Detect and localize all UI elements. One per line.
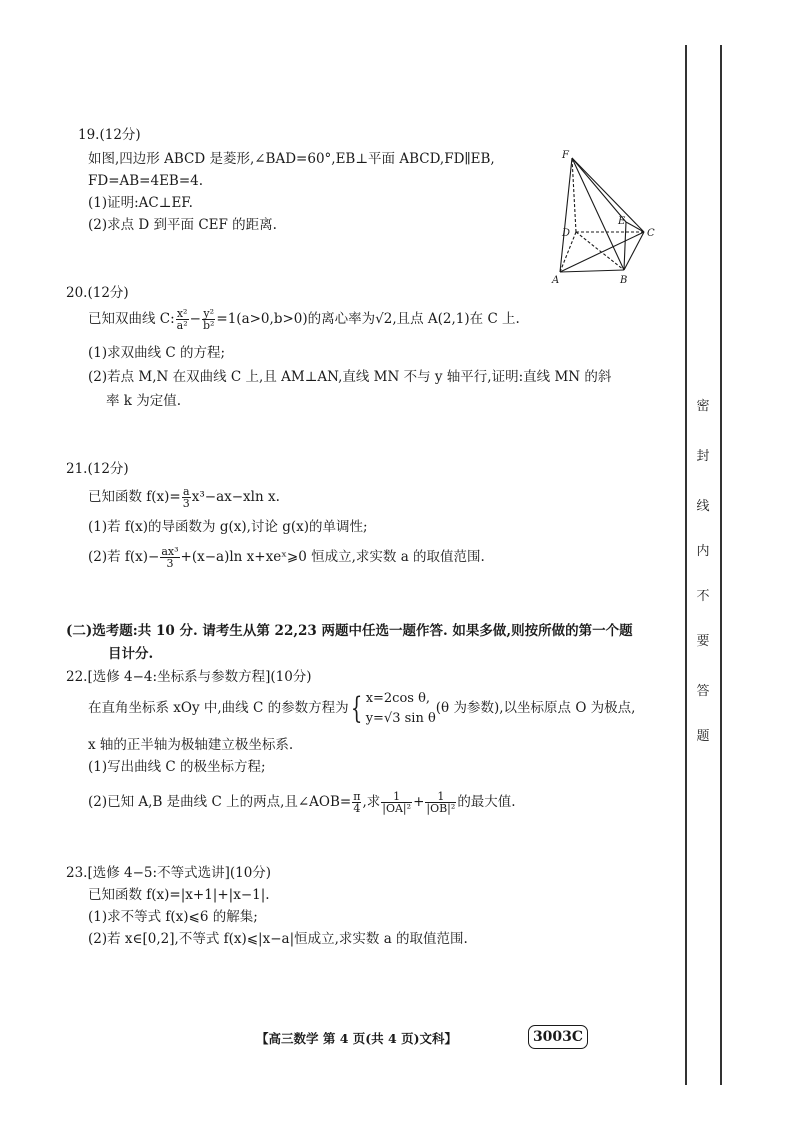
edge-DF xyxy=(572,158,576,232)
binding-line-right xyxy=(720,45,722,1085)
q23-part1: (1)求不等式 f(x)⩽6 的解集; xyxy=(88,909,258,925)
side-char-6: 要 xyxy=(696,634,710,649)
q22-part2c: 的最大值. xyxy=(457,794,516,810)
q21-part2 xyxy=(88,542,485,572)
section2-line1: (二)选考题:共 10 分. 请考生从第 22,23 两题中任选一题作答. 如果多做,则按所做的第一个题 xyxy=(66,623,633,639)
q23-line1: 已知函数 f(x)=|x+1|+|x−1|. xyxy=(88,887,270,903)
label-F: F xyxy=(562,150,569,161)
label-A: A xyxy=(552,275,560,286)
q21-frac2: $\frac{\text{ax³}}{3}$ xyxy=(161,545,179,570)
q21-head: 21.(12分) xyxy=(66,461,129,477)
edge-FA xyxy=(560,158,572,272)
label-D: D xyxy=(562,228,571,239)
side-char-4: 内 xyxy=(696,544,710,559)
side-char-3: 线 xyxy=(696,499,710,514)
edge-FE xyxy=(572,158,626,222)
q21-part1: (1)若 f(x)的导函数为 g(x),讨论 g(x)的单调性; xyxy=(88,519,368,535)
q22-part1: (1)写出曲线 C 的极坐标方程; xyxy=(88,759,266,775)
q19-part1: (1)证明:AC⊥EF. xyxy=(88,195,193,211)
q22-frac-pi: $\frac{\pi}{4}$ xyxy=(353,790,361,815)
q21-part2a: (2)若 f(x)− xyxy=(88,549,160,565)
q20-line1a: 已知双曲线 C: xyxy=(88,311,175,327)
q20-part1: (1)求双曲线 C 的方程; xyxy=(88,345,226,361)
q20-frac-x: $\frac{\text{x²}}{\text{a²}}$ xyxy=(176,307,188,332)
q22-line1a: 在直角坐标系 xOy 中,曲线 C 的参数方程为 xyxy=(88,700,349,716)
q21-line1b: x³−ax−xln x. xyxy=(191,489,280,505)
side-char-1: 密 xyxy=(696,399,710,414)
q22-line1b: (θ 为参数),以坐标原点 O 为极点, xyxy=(435,700,636,716)
q22-head: 22.[选修 4−4:坐标系与参数方程](10分) xyxy=(66,669,312,685)
q20-line1: 已知双曲线 C: $\frac{\text{x²}}{\text{a²}}$ − $\frac{\text{y²}}{\text{b²}}$ =1(a>0,b>0)的离心率为√2,且点 A(2,1)在 C 上. xyxy=(88,307,520,332)
q22-line2: x 轴的正半轴为极轴建立极坐标系. xyxy=(88,737,294,753)
edge-EB xyxy=(624,222,626,270)
binding-line-left xyxy=(685,45,687,1085)
q21-line1a: 已知函数 f(x)= xyxy=(88,489,181,505)
q22-frac-oa: $\frac{1}{\text{|OA|²}}$ xyxy=(382,790,412,815)
side-char-5: 不 xyxy=(696,589,710,604)
q22-frac-ob: $\frac{1}{\text{|OB|²}}$ xyxy=(426,790,456,815)
q22-param-eq: x=2cos θ, y=√3 sin θ xyxy=(365,690,436,726)
q21-frac: $\frac{a}{3}$ xyxy=(182,485,190,510)
q19-figure xyxy=(540,140,675,290)
edge-AB xyxy=(560,270,624,272)
edge-FB xyxy=(572,158,624,270)
q20-line1b: =1(a>0,b>0)的离心率为√2,且点 A(2,1)在 C 上. xyxy=(216,311,520,327)
q22-line1: 在直角坐标系 xOy 中,曲线 C 的参数方程为{ x=2cos θ, y=√3 sin θ (θ 为参数),以坐标原点 O 为极点, xyxy=(88,688,635,729)
edge-BC xyxy=(624,232,644,270)
q20-frac-y: $\frac{\text{y²}}{\text{b²}}$ xyxy=(202,307,215,332)
q20-part2: (2)若点 M,N 在双曲线 C 上,且 AM⊥AN,直线 MN 不与 y 轴平行,证明:直线 MN 的斜 xyxy=(88,369,612,385)
q21-line1 xyxy=(88,482,280,512)
label-C: C xyxy=(647,228,655,239)
side-char-7: 答 xyxy=(696,684,710,699)
q19-line1: 如图,四边形 ABCD 是菱形,∠BAD=60°,EB⊥平面 ABCD,FD∥EB, xyxy=(88,151,495,167)
q20-part2b: 率 k 为定值. xyxy=(106,393,182,409)
q20-head: 20.(12分) xyxy=(66,285,129,301)
q19-line2: FD=AB=4EB=4. xyxy=(88,173,204,189)
side-char-2: 封 xyxy=(696,449,710,464)
edge-FC xyxy=(572,158,644,232)
q23-part2: (2)若 x∈[0,2],不等式 f(x)⩽|x−a|恒成立,求实数 a 的取值范围. xyxy=(88,931,468,947)
q23-head: 23.[选修 4−5:不等式选讲](10分) xyxy=(66,865,272,881)
q19-head: 19.(12分) xyxy=(78,127,141,143)
section2-line2: 目计分. xyxy=(108,646,154,662)
footer-code: 3003C xyxy=(528,1025,588,1049)
footer-text: 【高三数学 第 4 页(共 4 页)文科】 xyxy=(256,1031,457,1046)
edge-DB xyxy=(576,232,624,270)
q21-part2b: +(x−a)ln x+xeˣ⩾0 恒成立,求实数 a 的取值范围. xyxy=(180,549,485,565)
label-E: E xyxy=(618,216,626,227)
q22-part2: (2)已知 A,B 是曲线 C 上的两点,且∠AOB= $\frac{\pi}{4}$ ,求 $\frac{1}{\text{|OA|²}}$ + $\frac{1}{\text{|OB|²}}$ 的最大值. xyxy=(88,790,516,815)
side-char-8: 题 xyxy=(696,729,710,744)
q19-part2: (2)求点 D 到平面 CEF 的距离. xyxy=(88,217,277,233)
label-B: B xyxy=(620,275,628,286)
q22-part2a: (2)已知 A,B 是曲线 C 上的两点,且∠AOB= xyxy=(88,794,352,810)
